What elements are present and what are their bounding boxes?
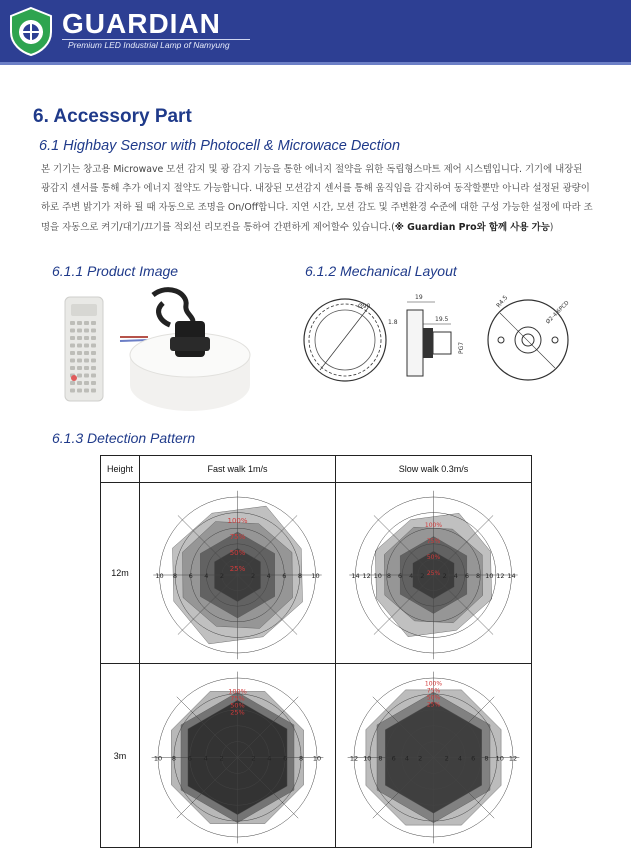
detection-table xyxy=(100,455,532,848)
row-height-12m: 12m xyxy=(101,483,140,664)
percent-label: 25% xyxy=(426,570,441,577)
axis-tick-label: 6 xyxy=(464,572,469,580)
axis-tick-label: 14 xyxy=(507,572,516,580)
axis-tick-label: 4 xyxy=(203,754,208,763)
remote-key xyxy=(91,366,96,370)
product-image xyxy=(58,285,258,415)
brand-tagline: Premium LED Industrial Lamp of Namyung xyxy=(68,40,230,50)
remote-key xyxy=(70,389,75,393)
dim-19: 19 xyxy=(415,294,423,301)
axis-tick-label: 2 xyxy=(219,754,224,763)
remote-control-icon xyxy=(65,297,103,401)
mechanical-drawing xyxy=(300,288,585,388)
pattern-slow-3m xyxy=(336,664,532,848)
brand-name: GUARDIAN xyxy=(62,8,221,39)
remote-key xyxy=(91,389,96,393)
paragraph-bold-note: ※ Guardian Pro와 함께 사용 가능 xyxy=(394,221,550,233)
row-height-3m: 3m xyxy=(101,664,140,848)
percent-label: 50% xyxy=(229,549,246,557)
remote-key xyxy=(91,381,96,385)
axis-tick-label: 2 xyxy=(219,572,224,580)
percent-label: 25% xyxy=(229,565,246,573)
remote-key xyxy=(70,366,75,370)
dim-195: 19.5 xyxy=(435,316,449,323)
pattern-chart-slow-3m xyxy=(336,664,531,847)
paragraph-end: ) xyxy=(549,221,554,233)
axis-tick-label: 8 xyxy=(484,754,489,763)
axis-tick-label: 10 xyxy=(485,572,494,580)
axis-tick-label: 6 xyxy=(282,572,287,580)
percent-label: 75% xyxy=(426,687,441,695)
rear-view-drawing xyxy=(488,294,571,380)
remote-key xyxy=(84,351,89,355)
axis-tick-label: 8 xyxy=(299,754,304,763)
section-subtitle: 6.1 Highbay Sensor with Photocell & Microwace Dection xyxy=(39,138,401,154)
dim-r45: R4.5 xyxy=(495,294,510,310)
percent-label: 75% xyxy=(230,694,245,703)
pattern-slow-12m xyxy=(336,483,532,664)
pattern-fast-12m xyxy=(140,483,336,664)
remote-key xyxy=(77,351,82,355)
percent-label: 25% xyxy=(426,701,441,709)
axis-tick-label: 2 xyxy=(444,754,449,763)
axis-tick-label: 2 xyxy=(420,572,425,580)
product-image-title: 6.1.1 Product Image xyxy=(52,263,179,279)
axis-tick-label: 8 xyxy=(171,754,176,763)
sensor-unit-icon xyxy=(120,290,250,411)
percent-label: 75% xyxy=(229,533,246,541)
axis-tick-label: 8 xyxy=(476,572,481,580)
dim-diameter: Ø90 xyxy=(358,303,371,310)
remote-key xyxy=(77,336,82,340)
remote-key xyxy=(91,329,96,333)
remote-key xyxy=(70,344,75,348)
axis-tick-label: 12 xyxy=(496,572,505,580)
axis-tick-label: 2 xyxy=(418,754,423,763)
remote-key xyxy=(91,321,96,325)
header-slow-walk: Slow walk 0.3m/s xyxy=(336,456,532,483)
axis-tick-label: 2 xyxy=(442,572,447,580)
axis-tick-label: 4 xyxy=(453,572,458,580)
axis-tick-label: 10 xyxy=(155,572,164,580)
header-height: Height xyxy=(101,456,140,483)
front-view-drawing xyxy=(304,299,386,381)
axis-tick-label: 12 xyxy=(362,572,371,580)
axis-tick-label: 10 xyxy=(373,572,382,580)
axis-tick-label: 8 xyxy=(386,572,391,580)
remote-key xyxy=(70,329,75,333)
remote-key xyxy=(70,359,75,363)
header-fast-walk: Fast walk 1m/s xyxy=(140,456,336,483)
remote-key xyxy=(84,344,89,348)
remote-key xyxy=(77,389,82,393)
percent-label: 75% xyxy=(426,538,441,545)
shield-logo-icon xyxy=(8,6,54,56)
remote-key xyxy=(77,329,82,333)
remote-key xyxy=(84,374,89,378)
percent-label: 50% xyxy=(230,701,245,710)
axis-tick-label: 2 xyxy=(251,572,256,580)
remote-key xyxy=(91,344,96,348)
remote-key xyxy=(77,374,82,378)
axis-tick-label: 10 xyxy=(311,572,320,580)
axis-tick-label: 10 xyxy=(312,754,322,763)
remote-key xyxy=(77,344,82,348)
axis-tick-label: 10 xyxy=(363,754,372,763)
section-title: 6. Accessory Part xyxy=(33,106,192,127)
axis-tick-label: 2 xyxy=(251,754,256,763)
remote-key xyxy=(77,359,82,363)
paragraph-main: 본 기기는 창고용 Microwave 모션 감지 및 광 감지 기능을 통한 에너지 절약을 위한 독립형스마트 제어 시스템입니다. 기기에 내장된 광감지 센서를 통해 추가 에너지 절약도 가능합니다. 내장된 모션감지 센서를 통해 움직임을 감지하여 동작할뿐만 아니라 설정된 광량이하로 주변 밝기가 저하 될 때 자동으로 조명을 On/Off합니다. 지연 시간, 모션 감도 및 주변환경 수준에 대한 구성 가능한 설정에 따라 조명을 자동으로 켜기/대기/끄기를 적외선 리모컨을 통하여 간편하게 제어할수 있습니다.( xyxy=(41,164,593,233)
axis-tick-label: 8 xyxy=(173,572,178,580)
side-view-drawing xyxy=(388,294,465,376)
remote-key xyxy=(91,359,96,363)
remote-key xyxy=(84,321,89,325)
remote-key xyxy=(77,381,82,385)
axis-tick-label: 6 xyxy=(187,754,192,763)
axis-tick-label: 6 xyxy=(391,754,396,763)
axis-tick-label: 12 xyxy=(508,754,518,763)
axis-tick-label: 4 xyxy=(266,572,271,580)
axis-tick-label: 12 xyxy=(349,754,359,763)
remote-key xyxy=(91,351,96,355)
percent-label: 100% xyxy=(424,680,443,688)
remote-key xyxy=(70,336,75,340)
remote-key xyxy=(91,374,96,378)
pattern-chart-slow-12m xyxy=(336,483,531,663)
remote-key xyxy=(77,366,82,370)
remote-key xyxy=(84,366,89,370)
axis-tick-label: 6 xyxy=(398,572,403,580)
pattern-chart-fast-3m xyxy=(140,664,335,847)
percent-label: 50% xyxy=(426,554,441,561)
remote-key xyxy=(70,321,75,325)
pattern-chart-fast-12m xyxy=(140,483,335,663)
percent-label: 100% xyxy=(227,517,248,525)
remote-key xyxy=(84,381,89,385)
axis-tick-label: 4 xyxy=(267,754,272,763)
remote-key xyxy=(70,381,75,385)
percent-label: 100% xyxy=(424,522,443,529)
remote-key xyxy=(84,389,89,393)
axis-tick-label: 6 xyxy=(188,572,193,580)
mechanical-layout-title: 6.1.2 Mechanical Layout xyxy=(305,263,457,279)
remote-key xyxy=(77,321,82,325)
axis-tick-label: 8 xyxy=(378,754,383,763)
header-stripe xyxy=(0,62,631,65)
percent-label: 25% xyxy=(230,708,245,717)
axis-tick-label: 14 xyxy=(351,572,360,580)
axis-tick-label: 8 xyxy=(297,572,302,580)
dim-pcd: Ø2-4.6PCD xyxy=(545,299,571,326)
remote-key xyxy=(91,336,96,340)
description-paragraph xyxy=(41,160,593,237)
remote-key xyxy=(84,359,89,363)
remote-key xyxy=(84,336,89,340)
axis-tick-label: 4 xyxy=(457,754,463,763)
axis-tick-label: 6 xyxy=(283,754,288,763)
axis-tick-label: 10 xyxy=(495,754,504,763)
percent-label: 100% xyxy=(228,687,247,696)
dim-pg7: PG7 xyxy=(458,341,465,354)
axis-tick-label: 4 xyxy=(404,754,410,763)
pattern-fast-3m xyxy=(140,664,336,848)
percent-label: 50% xyxy=(426,694,441,702)
axis-tick-label: 4 xyxy=(204,572,209,580)
axis-tick-label: 10 xyxy=(153,754,163,763)
axis-tick-label: 4 xyxy=(409,572,414,580)
dim-18: 1.8 xyxy=(388,319,398,326)
remote-key xyxy=(84,329,89,333)
detection-pattern-title: 6.1.3 Detection Pattern xyxy=(52,430,196,446)
axis-tick-label: 6 xyxy=(471,754,476,763)
remote-key xyxy=(70,351,75,355)
